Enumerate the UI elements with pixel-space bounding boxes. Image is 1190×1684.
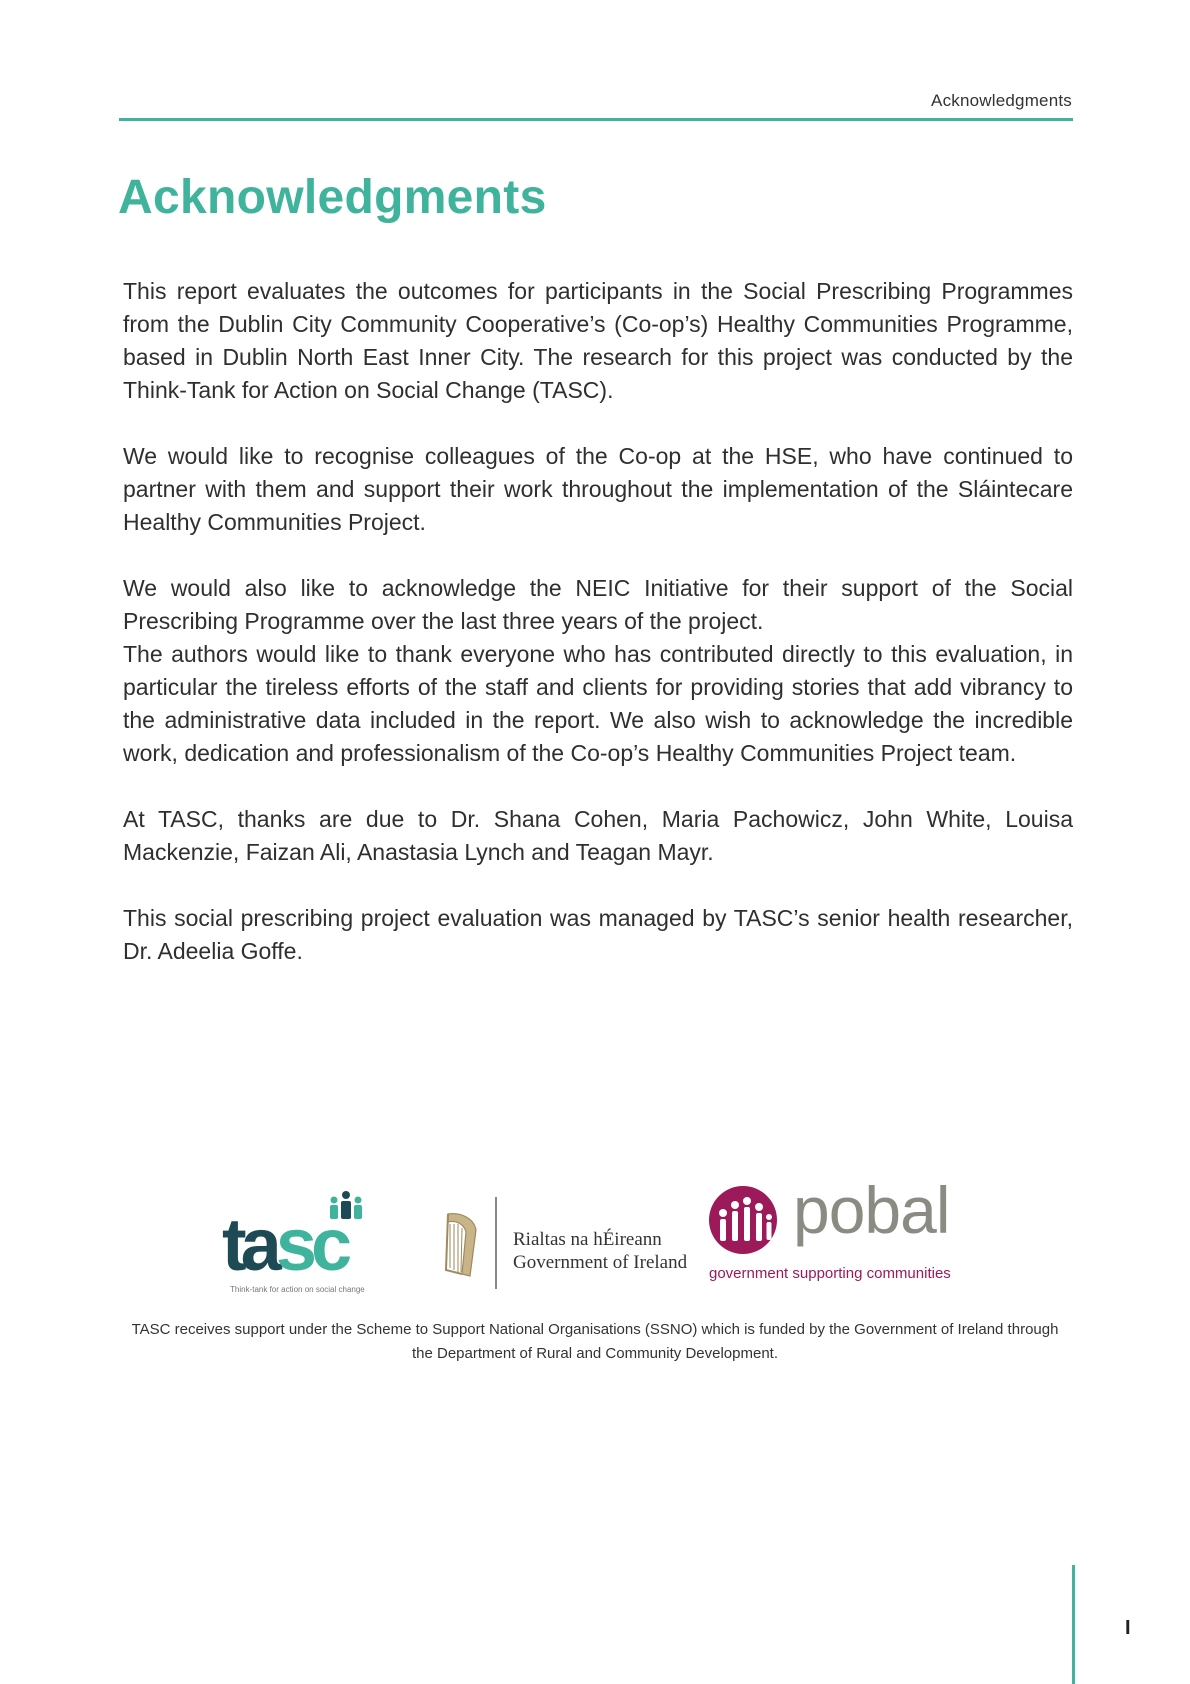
- pobal-tagline: government supporting communities: [709, 1265, 951, 1282]
- paragraph-authors: The authors would like to thank everyone who has contributed directly to this evaluation, in particular the tireless efforts of the staff and clients for providing stories that add vibrancy to the administrative data included in the report. We also wish to acknowledge the incredible work, dedication and professionalism of the Co-op’s Healthy Communities Project team.: [123, 641, 1073, 766]
- government-logo-divider: [495, 1197, 497, 1289]
- harp-icon: [440, 1210, 480, 1280]
- tasc-tagline: Think-tank for action on social change: [230, 1285, 365, 1294]
- header-rule: [119, 118, 1073, 121]
- paragraph-neic: We would also like to acknowledge the NEIC Initiative for their support of the Social Prescribing Programme over the last three years of the project.: [123, 575, 1073, 634]
- ssno-support-note: TASC receives support under the Scheme to Support National Organisations (SSNO) which is funded by the Government of Ireland through the Department of Rural and Community Development.: [131, 1321, 1059, 1362]
- body-text: [123, 275, 1073, 968]
- page-number: I: [1125, 1617, 1131, 1639]
- pobal-logo: [705, 1173, 965, 1300]
- pobal-mark-icon: [705, 1185, 781, 1255]
- running-header-title: Acknowledgments: [931, 91, 1072, 110]
- footer-side-rule: [1072, 1565, 1075, 1684]
- tasc-logo: [222, 1190, 372, 1300]
- sponsor-logos: [0, 1173, 1190, 1300]
- page-title: Acknowledgments: [118, 171, 547, 224]
- paragraph-manager: This social prescribing project evaluation was managed by TASC’s senior health researcher, Dr. Adeelia Goffe.: [123, 905, 1073, 964]
- pobal-wordmark: pobal: [793, 1173, 950, 1247]
- government-name-english: Government of Ireland: [513, 1252, 688, 1273]
- paragraph-hse: We would like to recognise colleagues of the Co-op at the HSE, who have continued to partner with them and support their work throughout the implementation of the Sláintecare Healthy Communities Project.: [123, 443, 1073, 535]
- government-of-ireland-logo: [440, 1192, 688, 1292]
- paragraph-intro: This report evaluates the outcomes for participants in the Social Prescribing Programmes from the Dublin City Community Cooperative’s (Co-op’s) Healthy Communities Programme, based in Dublin North East Inner City. The research for this project was conducted by the Think-Tank for Action on Social Change (TASC).: [123, 278, 1073, 403]
- tasc-wordmark: tasc: [222, 1203, 347, 1286]
- paragraph-tasc-thanks: At TASC, thanks are due to Dr. Shana Cohen, Maria Pachowicz, John White, Louisa Mackenzie, Faizan Ali, Anastasia Lynch and Teagan Mayr.: [123, 806, 1073, 865]
- government-name-irish: Rialtas na hÉireann: [513, 1229, 662, 1250]
